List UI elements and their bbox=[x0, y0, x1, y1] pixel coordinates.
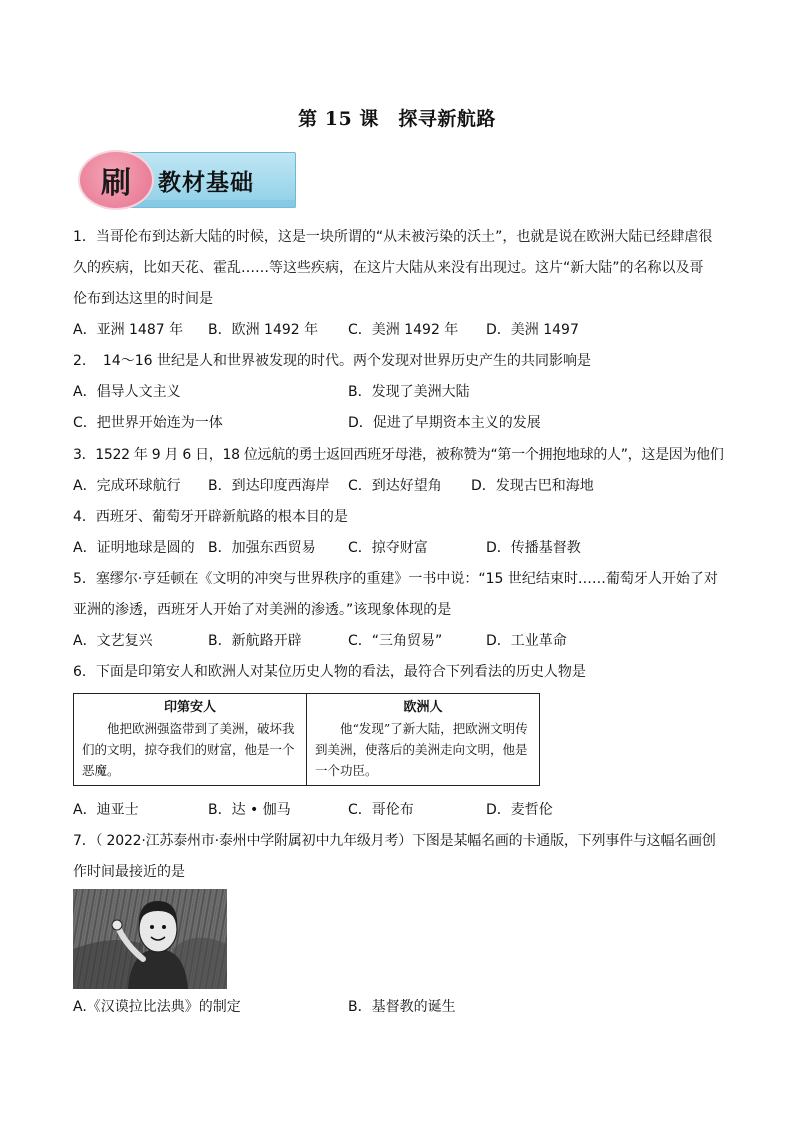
q3-option-a: A．完成环球航行 bbox=[73, 478, 181, 494]
q5-option-d: D．工业革命 bbox=[486, 633, 567, 649]
banner-mark: 刷 bbox=[101, 166, 131, 201]
q7-option-b: B．基督教的诞生 bbox=[348, 999, 456, 1015]
q6-option-b: B．达 • 伽马 bbox=[208, 802, 291, 818]
q2-option-c: C．把世界开始连为一体 bbox=[73, 415, 223, 431]
indian-view-header: 印第安人 bbox=[163, 700, 216, 715]
indian-view-cell bbox=[74, 694, 307, 786]
q5-stem-line-2: 亚洲的渗透，西班牙人开始了对美洲的渗透。”该现象体现的是 bbox=[73, 602, 452, 618]
q1-option-d: D．美洲 1497 bbox=[486, 322, 579, 338]
painting-figure bbox=[73, 889, 227, 989]
european-view-header: 欧洲人 bbox=[403, 700, 443, 715]
q6-option-c: C．哥伦布 bbox=[348, 802, 414, 818]
q1-stem-line-3: 伦布到达这里的时间是 bbox=[73, 291, 213, 307]
q3-option-d: D．发现古巴和海地 bbox=[471, 478, 594, 494]
q2-option-a: A．倡导人文主义 bbox=[73, 384, 181, 400]
cartoon-mona-lisa-image bbox=[73, 889, 227, 989]
q2-option-d: D．促进了早期资本主义的发展 bbox=[348, 415, 541, 431]
q1-option-b: B．欧洲 1492 年 bbox=[208, 322, 319, 338]
q4-stem: 4．西班牙、葡萄牙开辟新航路的根本目的是 bbox=[73, 509, 348, 525]
q7-stem-line-2: 作时间最接近的是 bbox=[73, 864, 185, 880]
q5-option-c: C．“三角贸易” bbox=[348, 633, 443, 649]
banner-badge bbox=[78, 150, 154, 210]
q2-stem: 2． 14～16 世纪是人和世界被发现的时代。两个发现对世界历史产生的共同影响是 bbox=[73, 353, 591, 369]
q2-option-b: B．发现了美洲大陆 bbox=[348, 384, 470, 400]
indian-view-text: 他把欧洲强盗带到了美洲，破坏我们的文明，掠夺我们的财富，他是一个恶魔。 bbox=[82, 721, 295, 778]
q6-option-a: A．迪亚士 bbox=[73, 802, 139, 818]
q7-option-a: A.《汉谟拉比法典》的制定 bbox=[73, 999, 241, 1015]
q5-option-a: A．文艺复兴 bbox=[73, 633, 153, 649]
q1-option-a: A．亚洲 1487 年 bbox=[73, 322, 184, 338]
q4-option-c: C．掠夺财富 bbox=[348, 540, 428, 556]
european-view-text: 他“发现”了新大陆，把欧洲文明传到美洲，使落后的美洲走向文明，他是一个功臣。 bbox=[315, 721, 528, 778]
q1-stem-line-1: 1．当哥伦布到达新大陆的时候，这是一块所谓的“从未被污染的沃土”，也就是说在欧洲大陆已经肆虐很 bbox=[73, 229, 713, 245]
q6-stem: 6．下面是印第安人和欧洲人对某位历史人物的看法，最符合下列看法的历史人物是 bbox=[73, 664, 586, 680]
european-view-cell bbox=[307, 694, 540, 786]
q3-stem: 3．1522 年 9 月 6 日，18 位远航的勇士返回西班牙母港，被称赞为“第一个拥抱地球的人”，这是因为他们 bbox=[73, 447, 724, 463]
page-title: 第 15 课 探寻新航路 bbox=[298, 108, 496, 130]
q3-option-c: C．到达好望角 bbox=[348, 478, 442, 494]
q4-option-a: A．证明地球是圆的 bbox=[73, 540, 195, 556]
q6-option-d: D．麦哲伦 bbox=[486, 802, 553, 818]
q4-option-b: B．加强东西贸易 bbox=[208, 540, 316, 556]
banner-label: 教材基础 bbox=[158, 170, 254, 196]
q1-stem-line-2: 久的疾病，比如天花、霍乱……等这些疾病，在这片大陆从来没有出现过。这片“新大陆”的名称以及哥 bbox=[73, 260, 704, 276]
views-table bbox=[73, 693, 540, 786]
q4-option-d: D．传播基督教 bbox=[486, 540, 581, 556]
section-banner bbox=[78, 150, 296, 211]
q1-option-c: C．美洲 1492 年 bbox=[348, 322, 459, 338]
q3-option-b: B．到达印度西海岸 bbox=[208, 478, 330, 494]
q5-option-b: B．新航路开辟 bbox=[208, 633, 302, 649]
q7-stem-line-1: 7．（ 2022·江苏泰州市·泰州中学附属初中九年级月考）下图是某幅名画的卡通版，下列事件与这幅名画创 bbox=[73, 833, 716, 849]
q5-stem-line-1: 5．塞缪尔·亨廷顿在《文明的冲突与世界秩序的重建》一书中说：“15 世纪结束时……葡萄牙人开始了对 bbox=[73, 571, 718, 587]
